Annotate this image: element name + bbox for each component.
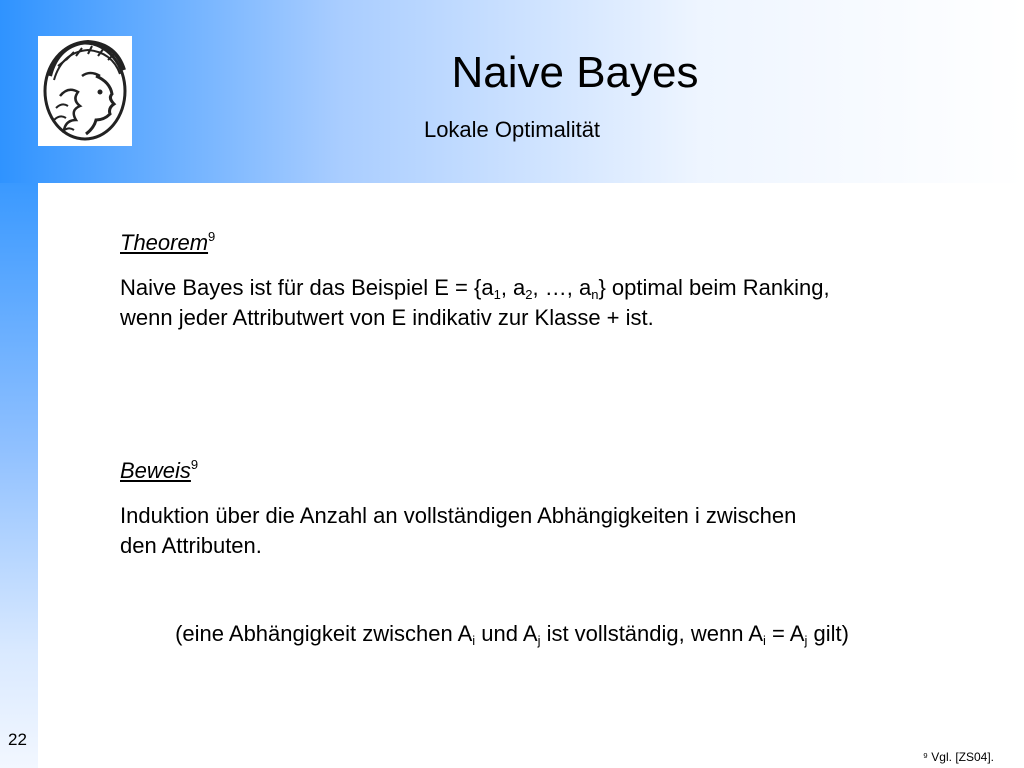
proof-line-2: den Attributen. — [120, 533, 262, 558]
proof-heading — [120, 456, 198, 486]
left-gradient-band — [0, 183, 38, 768]
dependency-note: (eine Abhängigkeit zwischen $A_i$ und $A_j$ ist vollständig, wenn $A_i = A_j$ gilt) — [175, 621, 849, 648]
slide-title: Naive Bayes — [451, 48, 699, 97]
theorem-heading-text: Theorem — [120, 230, 209, 255]
theorem-footnote-ref: 9 — [208, 229, 216, 244]
proof-heading-text: Beweis — [120, 458, 191, 483]
theorem-line-1: Naive Bayes ist für das Beispiel $E = \{a_1$, $a_2$, …, $a_n$} optimal beim Ranking, — [120, 275, 830, 302]
proof-line-1: Induktion über die Anzahl an vollständigen Abhängigkeiten i zwischen — [120, 503, 797, 528]
proof-footnote-ref: 9 — [190, 457, 199, 472]
footnote: ⁹ Vgl. [ZS04]. — [922, 750, 994, 764]
theorem-heading — [120, 228, 215, 258]
proof-text — [120, 501, 980, 561]
theorem-line-2: wenn jeder Attributwert von E indikativ zur Klasse + ist. — [120, 305, 654, 330]
theorem-text — [120, 273, 980, 333]
page-number: 22 — [8, 730, 27, 749]
slide-subtitle: Lokale Optimalität — [423, 117, 601, 142]
